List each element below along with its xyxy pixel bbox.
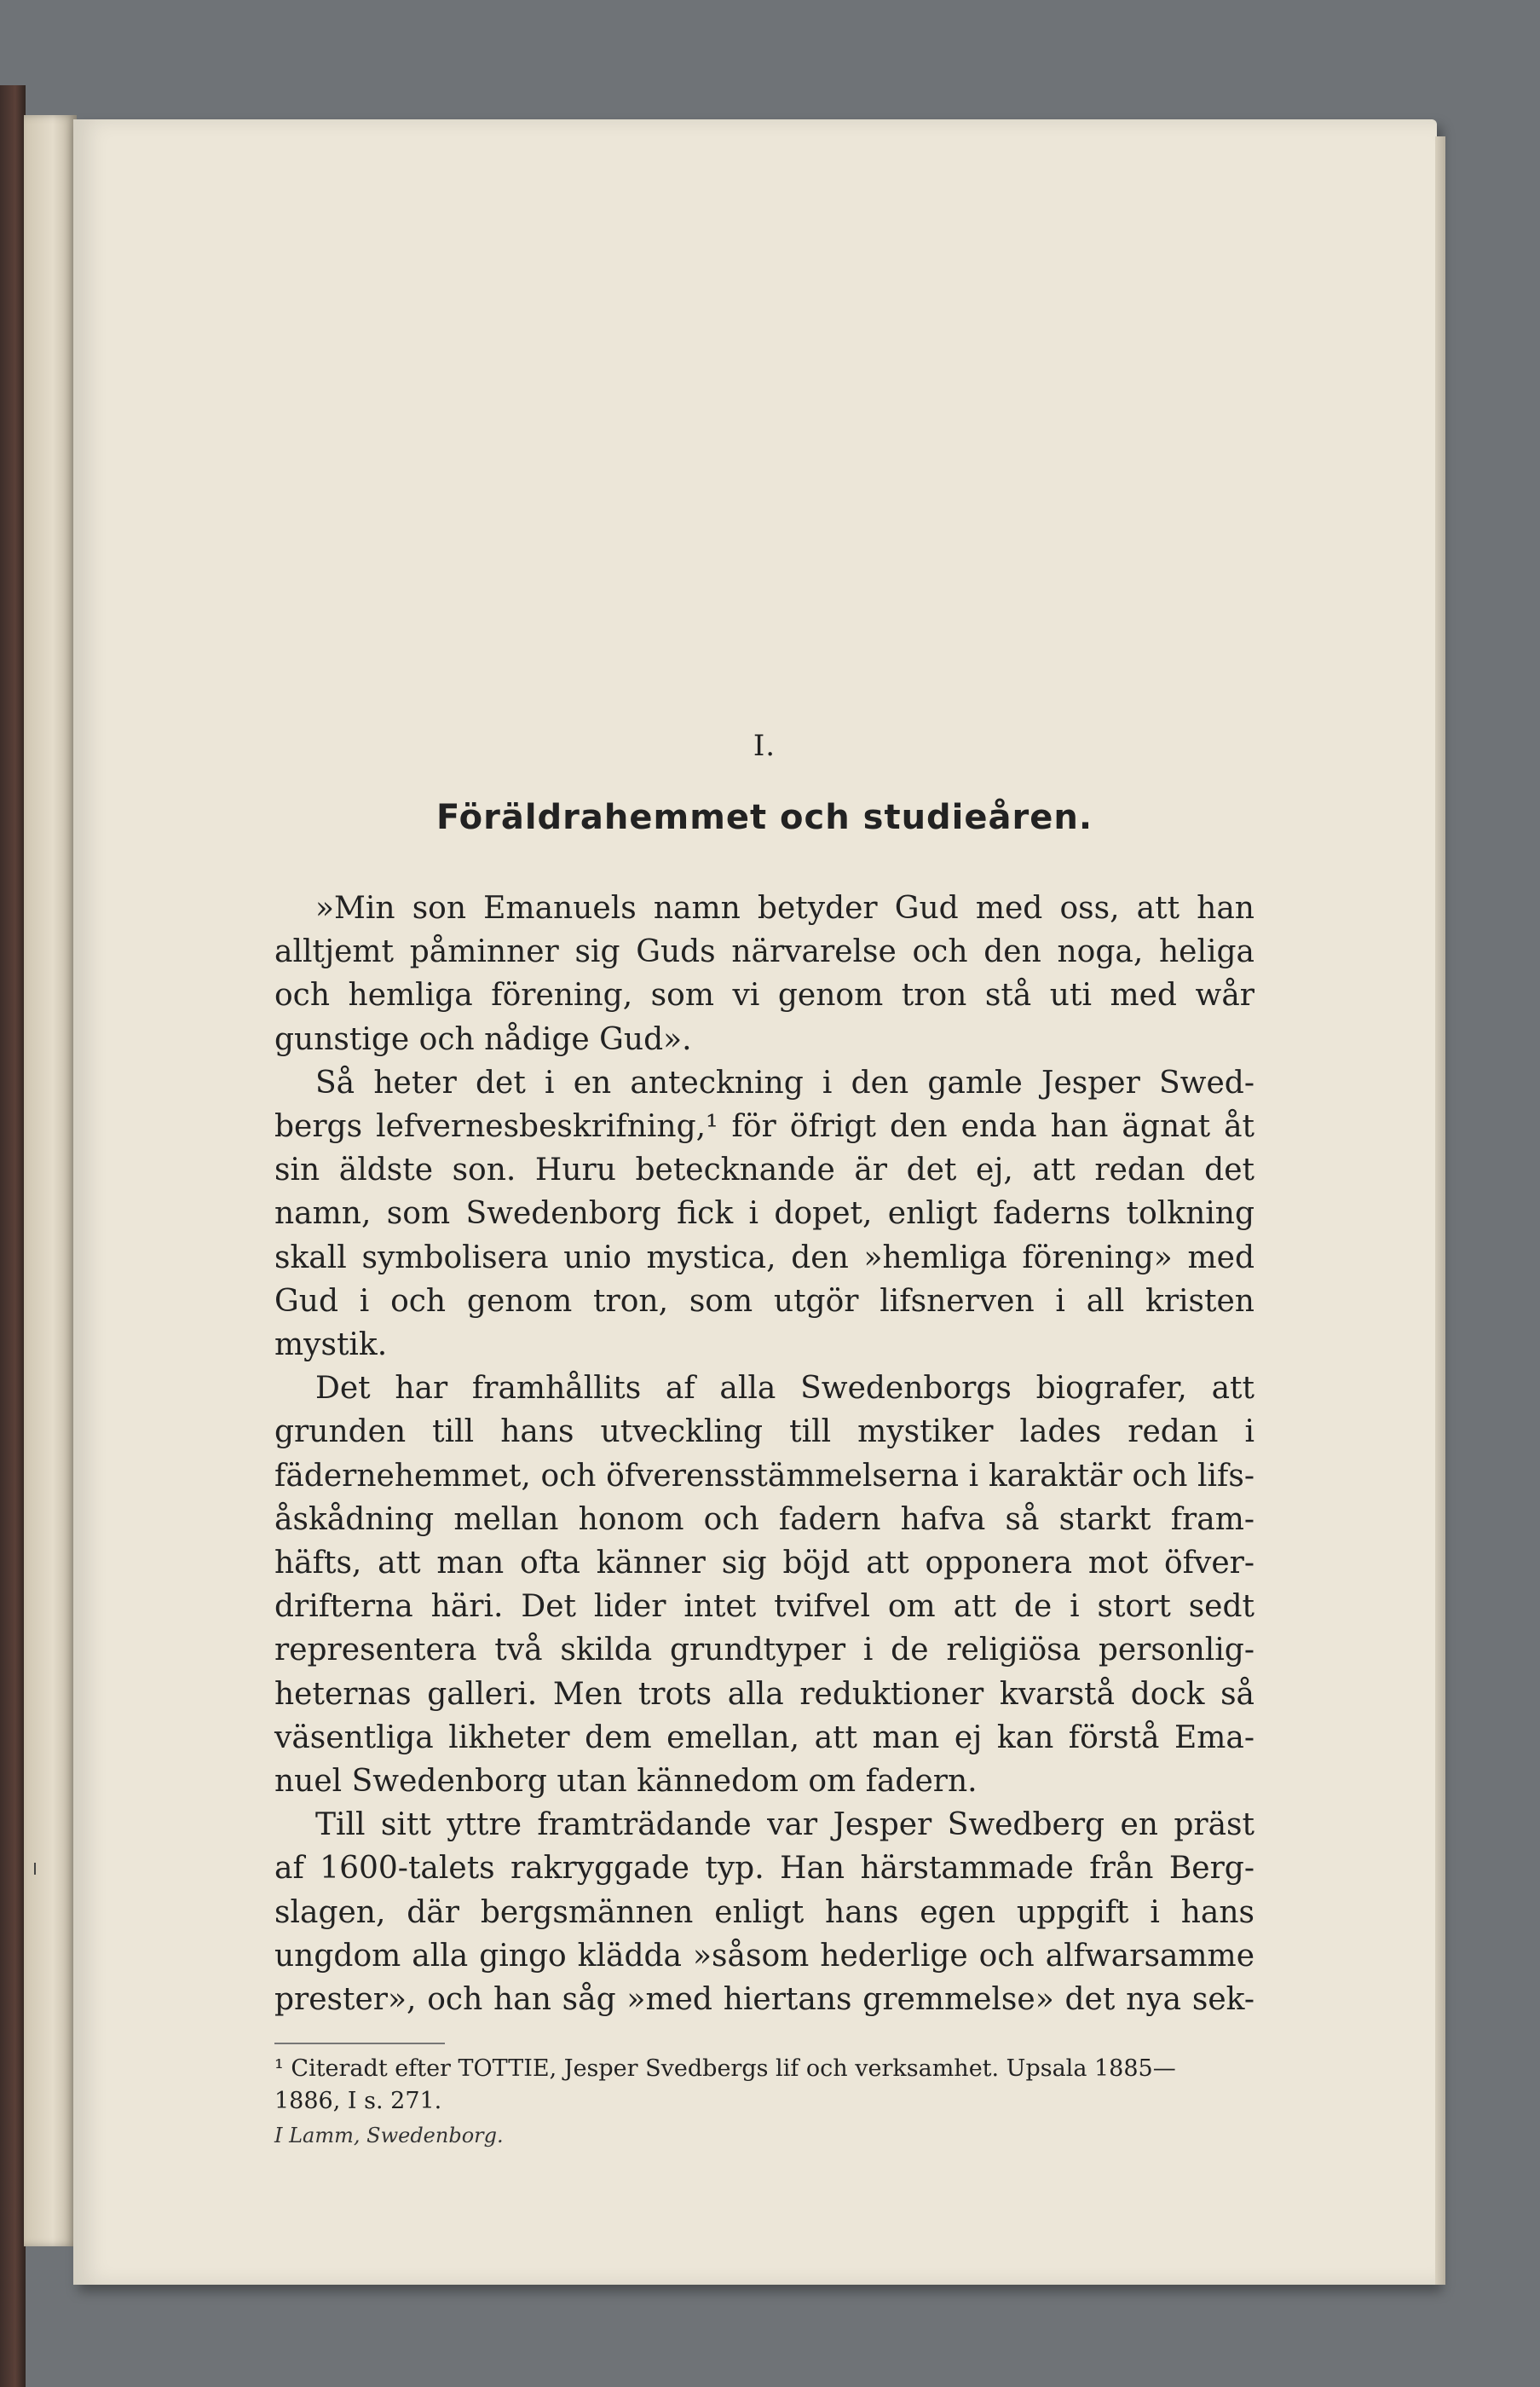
text-line: representera två skilda grundtyper i de religiösa personlig- bbox=[274, 1633, 1254, 1668]
text-line: väsentliga likheter dem emellan, att man ej kan förstå Ema- bbox=[274, 1719, 1254, 1755]
handwritten-note: I Lamm, Swedenborg. bbox=[274, 2124, 504, 2147]
text-line: grunden till hans utveckling till mystiker lades redan i bbox=[274, 1414, 1254, 1450]
text-line: af 1600-talets rakryggade typ. Han härstammade från Berg- bbox=[274, 1851, 1254, 1887]
text-line: Så heter det i en anteckning i den gamle Jesper Swed- bbox=[315, 1065, 1254, 1101]
text-line: häfts, att man ofta känner sig böjd att opponera mot öfver- bbox=[274, 1546, 1254, 1581]
text-line: ungdom alla gingo klädda »såsom hederlige och alfwarsamme bbox=[274, 1938, 1254, 1974]
text-line: bergs lefvernesbeskrifning,¹ för öfrigt den enda han ägnat åt bbox=[274, 1109, 1254, 1144]
text-line: namn, som Swedenborg fick i dopet, enligt faderns tolkning bbox=[274, 1196, 1254, 1232]
text-line: »Min son Emanuels namn betyder Gud med oss, att han bbox=[315, 891, 1254, 926]
book-cover-edge bbox=[0, 85, 26, 2387]
chapter-number: I. bbox=[753, 729, 776, 763]
footnote-line: ¹ Citeradt efter TOTTIE, Jesper Svedbergs lif och verksamhet. Upsala 1885— bbox=[274, 2055, 1176, 2082]
text-line: sin äldste son. Huru betecknande är det ej, att redan det bbox=[274, 1153, 1254, 1188]
text-line: Det har framhållits af alla Swedenborgs biografer, att bbox=[315, 1371, 1254, 1407]
text-line: gunstige och nådige Gud». bbox=[274, 1021, 692, 1057]
chapter-title: Föräldrahemmet och studieåren. bbox=[435, 798, 1093, 837]
gutter-mark bbox=[34, 1863, 36, 1875]
footnote-line: 1886, I s. 271. bbox=[274, 2088, 442, 2114]
text-line: alltjemt påminner sig Guds närvarelse och den noga, heliga bbox=[274, 934, 1254, 970]
text-line: mystik. bbox=[274, 1327, 388, 1362]
text-line: nuel Swedenborg utan kännedom om fadern. bbox=[274, 1764, 978, 1799]
footnote-rule bbox=[274, 2043, 445, 2044]
text-line: heternas galleri. Men trots alla reduktioner kvarstå dock så bbox=[274, 1676, 1254, 1712]
text-line: drifterna häri. Det lider intet tvifvel om att de i stort sedt bbox=[274, 1589, 1254, 1625]
book-page bbox=[73, 119, 1437, 2285]
text-line: fädernehemmet, och öfverensstämmelserna i karaktär och lifs- bbox=[274, 1458, 1254, 1494]
left-page-edge bbox=[24, 115, 77, 2246]
text-line: Till sitt yttre framträdande var Jesper Swedberg en präst bbox=[315, 1807, 1254, 1843]
text-line: och hemliga förening, som vi genom tron stå uti med wår bbox=[274, 978, 1254, 1014]
text-line: åskådning mellan honom och fadern hafva så starkt fram- bbox=[274, 1501, 1254, 1537]
text-line: prester», och han såg »med hiertans gremmelse» det nya sek- bbox=[274, 1982, 1254, 2017]
text-line: skall symbolisera unio mystica, den »hemliga förening» med bbox=[274, 1240, 1254, 1275]
text-line: Gud i och genom tron, som utgör lifsnerven i all kristen bbox=[274, 1283, 1254, 1319]
text-line: slagen, där bergsmännen enligt hans egen uppgift i hans bbox=[274, 1894, 1254, 1930]
page-edge bbox=[1435, 136, 1445, 2285]
